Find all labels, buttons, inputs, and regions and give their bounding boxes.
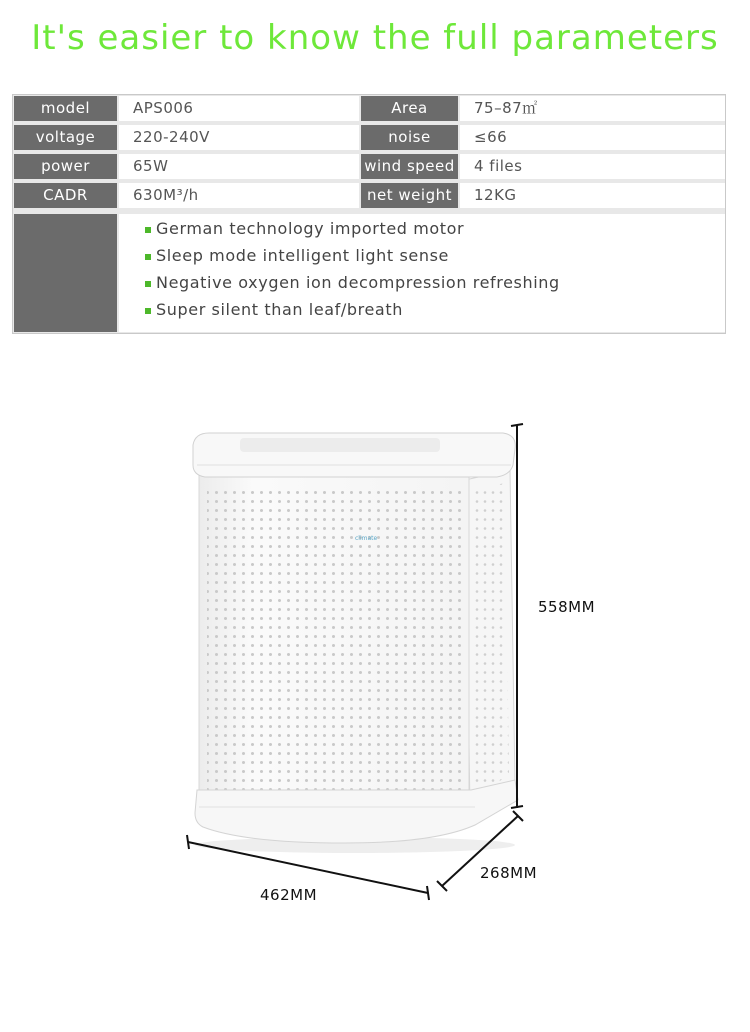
spec-value: 75–87㎡ — [460, 96, 725, 121]
spec-value: APS006 — [119, 96, 359, 121]
spec-value: 220-240V — [119, 125, 359, 150]
spec-value: ≤66 — [460, 125, 725, 150]
page-headline: It's easier to know the full parameters — [31, 18, 719, 58]
feature-text: Super silent than leaf/breath — [156, 300, 403, 319]
svg-text:climate: climate — [355, 535, 378, 542]
spec-label: net weight — [361, 183, 458, 208]
width-dimension-label: 462MM — [260, 886, 318, 904]
feature-text: Sleep mode intelligent light sense — [156, 246, 449, 265]
spec-label: model — [14, 96, 117, 121]
spec-label: CADR — [14, 183, 117, 208]
spec-value: 630M³/h — [119, 183, 359, 208]
spec-label: noise — [361, 125, 458, 150]
spec-value: 12KG — [460, 183, 725, 208]
spec-label: voltage — [14, 125, 117, 150]
spec-value: 4 files — [460, 154, 725, 179]
feature-text: Negative oxygen ion decompression refreshing — [156, 273, 560, 292]
spec-label: power — [14, 154, 117, 179]
feature-text: German technology imported motor — [156, 219, 465, 238]
spec-label: Area — [361, 96, 458, 121]
spec-value: 65W — [119, 154, 359, 179]
depth-dimension-label: 268MM — [480, 864, 538, 882]
spec-label: wind speed — [361, 154, 458, 179]
height-dimension-label: 558MM — [538, 598, 596, 616]
